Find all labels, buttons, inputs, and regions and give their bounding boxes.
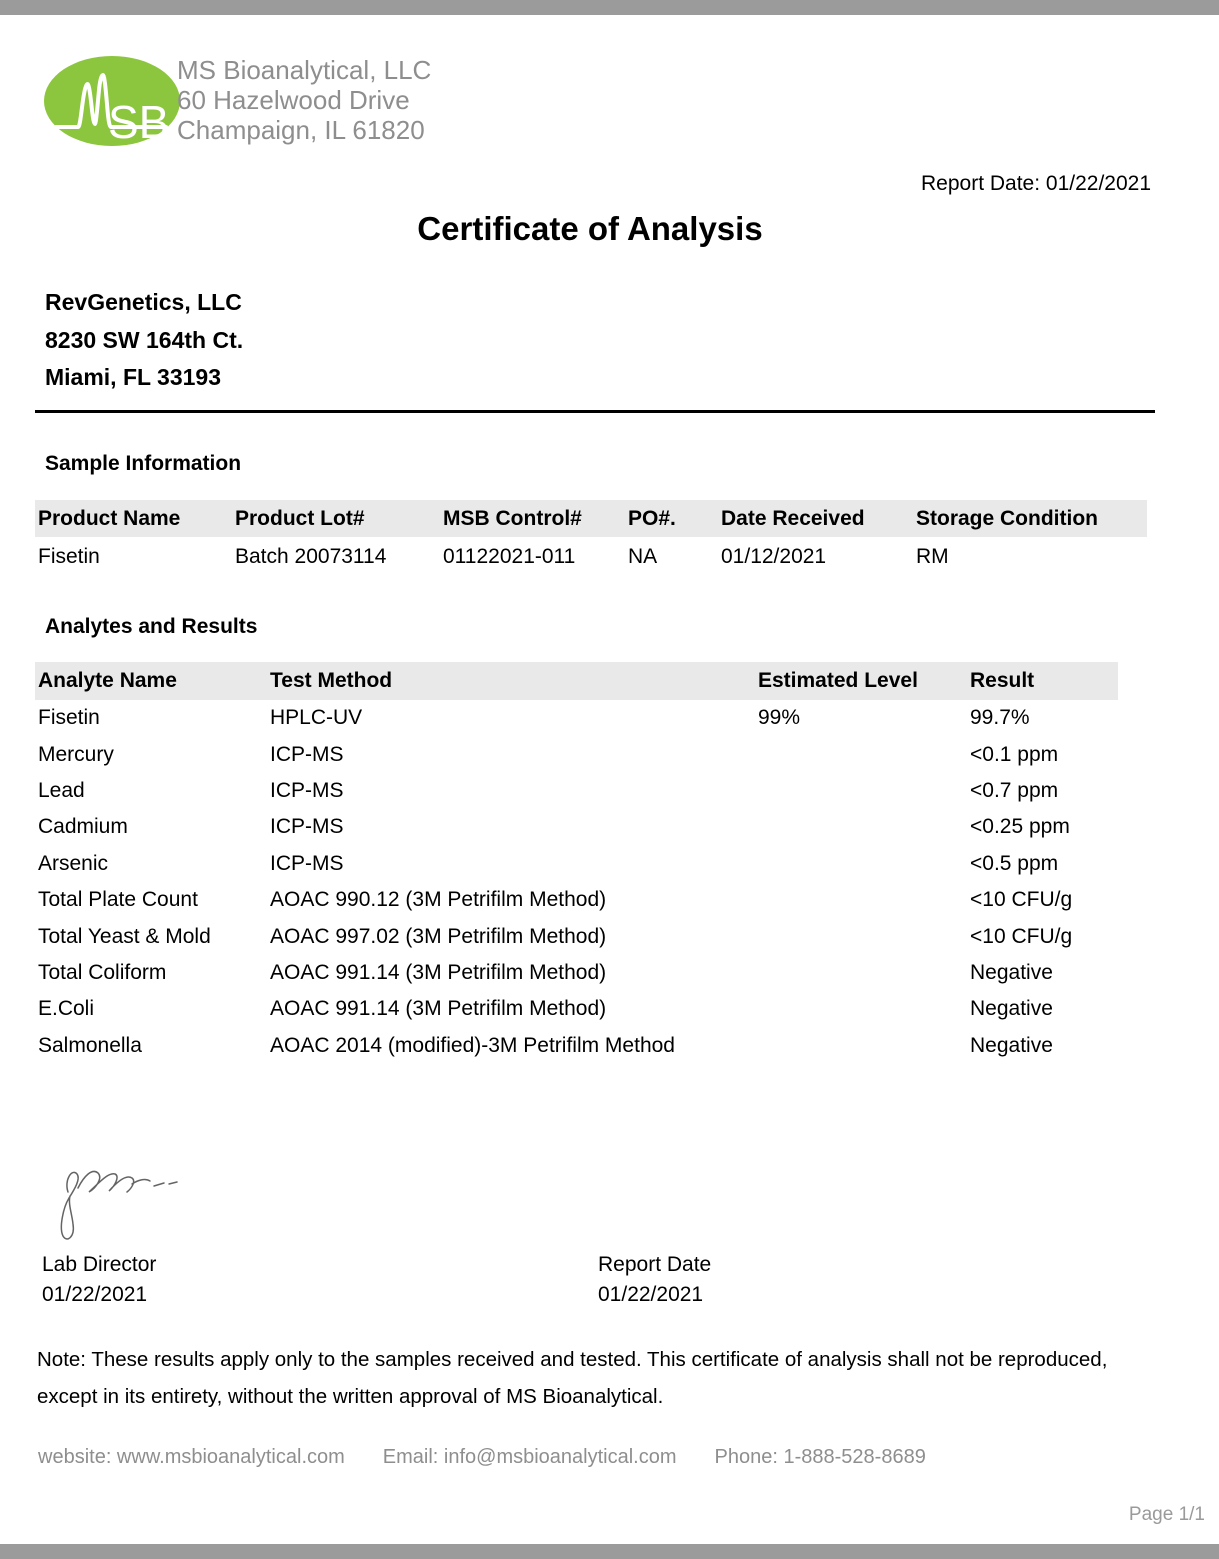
analyte-name: Arsenic [38, 851, 109, 875]
col-product-lot: Product Lot# [235, 506, 365, 530]
analyte-method: AOAC 2014 (modified)-3M Petrifilm Method [270, 1033, 675, 1057]
analyte-method: HPLC-UV [270, 706, 363, 730]
disclaimer-note: Note: These results apply only to the samples received and tested. This certificate of analysis shall not be reproduced, except in its entirety, without the written approval of MS Bioanalytical. [37, 1348, 1108, 1408]
analyte-method: ICP-MS [270, 778, 344, 802]
col-result: Result [970, 669, 1035, 692]
lab-director-signoff [42, 1250, 156, 1310]
footer-website: website: www.msbioanalytical.com [38, 1446, 345, 1468]
analyte-result: <0.1 ppm [970, 742, 1059, 766]
sample-table-header-row [35, 500, 1147, 537]
analyte-method: ICP-MS [270, 742, 344, 766]
sample-product-name: Fisetin [38, 545, 100, 568]
report-date-label: Report Date [598, 1253, 712, 1276]
analytes-table-header-row [35, 662, 1118, 700]
analyte-row [35, 955, 1118, 991]
analyte-result: 99.7% [970, 706, 1030, 730]
analyte-result: <0.25 ppm [970, 815, 1070, 839]
col-storage-condition: Storage Condition [916, 506, 1098, 530]
analyte-name: E.Coli [38, 997, 95, 1021]
analyte-method: ICP-MS [270, 851, 344, 875]
col-product-name: Product Name [38, 506, 181, 530]
analyte-name: Total Plate Count [38, 888, 198, 912]
analyte-row [35, 918, 1118, 954]
signature-icon [48, 1140, 208, 1252]
analyte-result: <0.5 ppm [970, 851, 1059, 875]
analyte-name: Total Yeast & Mold [38, 924, 211, 948]
lab-director-signature [48, 1140, 208, 1252]
lab-director-date: 01/22/2021 [42, 1283, 148, 1306]
analytes-results-heading: Analytes and Results [45, 615, 258, 638]
analyte-name: Lead [38, 778, 85, 802]
chromatogram-peaks-icon [42, 54, 182, 148]
sample-msb-control: 01122021-011 [443, 545, 576, 568]
report-date-signoff [598, 1250, 711, 1310]
footer-phone: Phone: 1-888-528-8689 [714, 1446, 926, 1468]
analyte-name: Total Coliform [38, 960, 167, 984]
report-date-top: Report Date: 01/22/2021 [921, 172, 1151, 195]
client-address-block [45, 284, 243, 397]
horizontal-divider [35, 410, 1155, 413]
analyte-result: <10 CFU/g [970, 924, 1073, 948]
sample-information-table [35, 500, 1147, 577]
analyte-result: Negative [970, 1033, 1053, 1057]
analyte-name: Fisetin [38, 706, 100, 730]
svg-text:SB: SB [108, 96, 170, 148]
col-estimated-level: Estimated Level [758, 669, 918, 692]
page-number: Page 1/1 [1128, 1504, 1205, 1525]
sample-storage-condition: RM [916, 545, 949, 568]
analyte-name: Cadmium [38, 815, 128, 839]
analyte-result: Negative [970, 997, 1053, 1021]
analyte-row [35, 1028, 1118, 1064]
col-test-method: Test Method [270, 669, 393, 692]
sample-information-heading: Sample Information [45, 452, 242, 475]
company-street: 60 Hazelwood Drive [177, 85, 410, 115]
page-title: Certificate of Analysis [417, 210, 763, 247]
analyte-row [35, 700, 1118, 736]
analyte-name: Mercury [38, 742, 114, 766]
msb-logo [42, 54, 182, 148]
lab-director-label: Lab Director [42, 1253, 157, 1276]
analyte-name: Salmonella [38, 1033, 142, 1057]
analyte-method: AOAC 991.14 (3M Petrifilm Method) [270, 960, 607, 984]
client-city: Miami, FL 33193 [45, 364, 221, 390]
analyte-row [35, 882, 1118, 918]
analyte-result: Negative [970, 960, 1053, 984]
col-po: PO#. [628, 506, 676, 530]
company-city: Champaign, IL 61820 [177, 115, 425, 145]
col-analyte-name: Analyte Name [38, 669, 177, 692]
page-top-edge [0, 0, 1219, 15]
analyte-estimated-level: 99% [758, 706, 801, 730]
client-street: 8230 SW 164th Ct. [45, 326, 244, 353]
analytes-results-table [35, 662, 1118, 1064]
sample-date-received: 01/12/2021 [721, 545, 827, 568]
analyte-row [35, 991, 1118, 1027]
report-date-value: 01/22/2021 [598, 1283, 704, 1306]
footer-email: Email: info@msbioanalytical.com [382, 1446, 677, 1468]
analyte-method: AOAC 997.02 (3M Petrifilm Method) [270, 924, 607, 948]
analyte-row [35, 736, 1118, 772]
col-msb-control: MSB Control# [443, 506, 582, 530]
analyte-row [35, 846, 1118, 882]
analyte-row [35, 809, 1118, 845]
client-name: RevGenetics, LLC [45, 289, 242, 315]
analyte-method: AOAC 990.12 (3M Petrifilm Method) [270, 888, 607, 912]
company-address-block [177, 55, 431, 145]
company-name: MS Bioanalytical, LLC [177, 55, 432, 85]
analyte-method: ICP-MS [270, 815, 344, 839]
analyte-method: AOAC 991.14 (3M Petrifilm Method) [270, 997, 607, 1021]
footer-contacts [38, 1446, 926, 1469]
page-bottom-edge [0, 1544, 1219, 1559]
analyte-row [35, 773, 1118, 809]
sample-po: NA [628, 545, 658, 568]
analyte-result: <10 CFU/g [970, 888, 1073, 912]
sample-product-lot: Batch 20073114 [235, 545, 387, 568]
col-date-received: Date Received [721, 506, 865, 530]
sample-table-row [35, 537, 1147, 577]
analyte-result: <0.7 ppm [970, 778, 1059, 802]
